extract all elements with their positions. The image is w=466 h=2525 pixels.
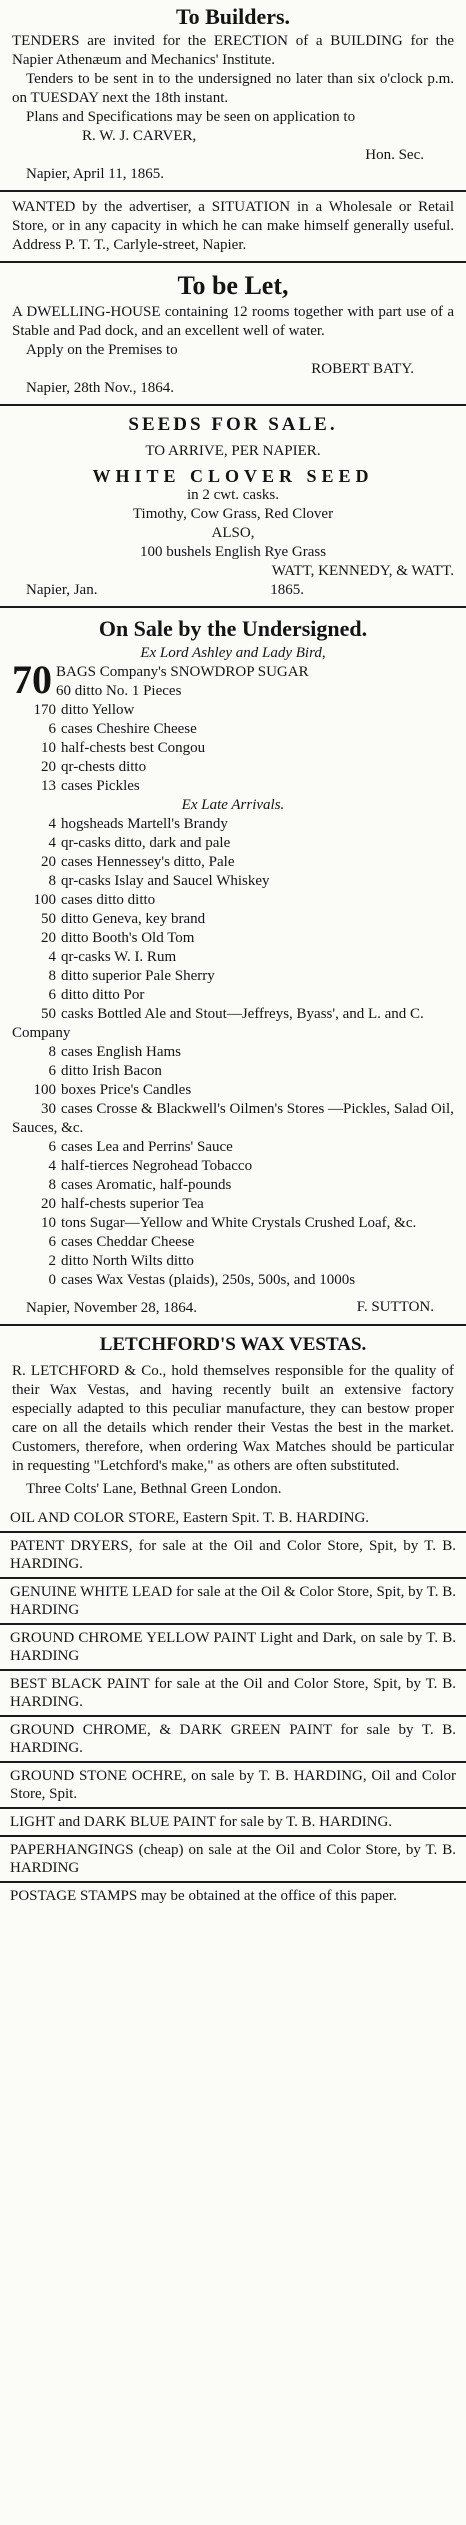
harding-ad bbox=[0, 1531, 466, 1577]
sale-item-qty: 6 bbox=[48, 1139, 56, 1155]
sale-item-qty: 100 bbox=[33, 892, 56, 908]
sale-item bbox=[12, 1252, 454, 1271]
sale-item bbox=[12, 777, 454, 796]
sale-item bbox=[12, 872, 454, 891]
sale-item-text: cases Crosse & Blackwell's Oilmen's Stores —Pickles, Salad Oil, Sauces, &c. bbox=[12, 1101, 454, 1136]
sale-item-qty: 0 bbox=[48, 1272, 56, 1288]
ad-paragraph: Apply on the Premises to bbox=[26, 342, 178, 358]
sale-item bbox=[12, 1062, 454, 1081]
sale-item-qty: 4 bbox=[48, 1158, 56, 1174]
ad-signer: ROBERT BATY. bbox=[311, 361, 414, 377]
sale-item-text: qr-casks Islay and Saucel Whiskey bbox=[61, 873, 270, 889]
sale-item-qty: 20 bbox=[41, 759, 56, 775]
ad-letchford bbox=[0, 1324, 466, 1505]
sale-item bbox=[12, 1271, 454, 1290]
ad-headline: WHITE CLOVER SEED bbox=[92, 466, 374, 486]
ad-line: in 2 cwt. casks. bbox=[186, 487, 280, 503]
sale-item-qty: 50 bbox=[41, 1006, 56, 1022]
ad-paragraph: Tenders to be sent in to the undersigned no later than six o'clock p.m. on TUESDAY next the 18th instant. bbox=[12, 71, 454, 106]
harding-ad-text: GROUND STONE OCHRE, on sale by T. B. HARDING, Oil and Color Store, Spit. bbox=[10, 1768, 456, 1802]
ad-lead-line: BAGS Company's SNOWDROP SUGAR bbox=[56, 664, 309, 680]
harding-ad bbox=[0, 1577, 466, 1623]
ad-lead-line: 60 ditto No. 1 Pieces bbox=[56, 683, 182, 699]
sale-item-qty: 100 bbox=[33, 1082, 56, 1098]
sale-item-qty: 8 bbox=[48, 1044, 56, 1060]
ad-title: LETCHFORD'S WAX VESTAS. bbox=[99, 1334, 367, 1355]
ad-title: To Builders. bbox=[175, 4, 291, 29]
sale-item-qty: 20 bbox=[41, 930, 56, 946]
sale-item-qty: 6 bbox=[48, 721, 56, 737]
ad-wanted bbox=[0, 190, 466, 261]
sale-item-qty: 13 bbox=[41, 778, 56, 794]
sale-item bbox=[12, 1005, 454, 1043]
harding-ad-text: OIL AND COLOR STORE, Eastern Spit. T. B. HARDING. bbox=[10, 1510, 370, 1526]
ad-ship-line: Ex Late Arrivals. bbox=[181, 797, 285, 813]
harding-ad-text: GROUND CHROME, & DARK GREEN PAINT for sale by T. B. HARDING. bbox=[10, 1722, 456, 1756]
sale-item-qty: 20 bbox=[41, 1196, 56, 1212]
harding-ad bbox=[0, 1881, 466, 1909]
sale-item bbox=[12, 929, 454, 948]
sale-item-qty: 10 bbox=[41, 740, 56, 756]
sale-item bbox=[12, 1176, 454, 1195]
sale-item bbox=[12, 891, 454, 910]
sale-item-qty: 6 bbox=[48, 1234, 56, 1250]
sale-item bbox=[12, 948, 454, 967]
ad-dateline: Napier, 28th Nov., 1864. bbox=[26, 380, 174, 396]
ad-title: To be Let, bbox=[177, 271, 289, 300]
sale-item-qty: 20 bbox=[41, 854, 56, 870]
sale-item bbox=[12, 1043, 454, 1062]
harding-ad-text: PATENT DRYERS, for sale at the Oil and Color Store, Spit, by T. B. HARDING. bbox=[10, 1538, 456, 1572]
sale-item-text: qr-casks ditto, dark and pale bbox=[61, 835, 231, 851]
harding-ad-text: GENUINE WHITE LEAD for sale at the Oil & Color Store, Spit, by T. B. HARDING bbox=[10, 1584, 456, 1618]
sale-item-qty: 50 bbox=[41, 911, 56, 927]
sale-item-qty: 8 bbox=[48, 968, 56, 984]
sale-item-text: cases Aromatic, half-pounds bbox=[61, 1177, 232, 1193]
ad-body: R. LETCHFORD & Co., hold themselves responsible for the quality of their Wax Vestas, and having recently built an extensive factory especially adapted to this peculiar manufacture, they can bestow proper care on all the details which render their Vestas the best in the market. Customers, therefore, when ordering Wax Matches should be particular in requesting "Letchford's make," as others are often substituted. bbox=[12, 1363, 454, 1474]
harding-ad bbox=[0, 1807, 466, 1835]
sale-item-text: half-tierces Negrohead Tobacco bbox=[61, 1158, 253, 1174]
sale-item bbox=[12, 967, 454, 986]
ad-title: SEEDS FOR SALE. bbox=[128, 414, 338, 435]
ad-dateline: Napier, April 11, 1865. bbox=[26, 166, 164, 182]
sale-item-qty: 2 bbox=[48, 1253, 56, 1269]
sale-item bbox=[12, 1138, 454, 1157]
ad-lead-item bbox=[12, 657, 454, 702]
harding-ad-text: LIGHT and DARK BLUE PAINT for sale by T. B. HARDING. bbox=[10, 1814, 393, 1830]
sale-list-a bbox=[12, 701, 454, 796]
sale-item-text: ditto superior Pale Sherry bbox=[61, 968, 215, 984]
sale-item-qty: 10 bbox=[41, 1215, 56, 1231]
sale-item bbox=[12, 1233, 454, 1252]
sale-list-b bbox=[12, 815, 454, 1290]
sale-item-text: hogsheads Martell's Brandy bbox=[61, 816, 228, 832]
ad-lead: A DWELLING-HOUSE containing 12 rooms together with part use of a Stable and Pad dock, and an excellent well of water. bbox=[12, 304, 454, 339]
ad-to-be-let bbox=[0, 261, 466, 404]
sale-item-text: cases Cheshire Cheese bbox=[61, 721, 197, 737]
ad-line: Timothy, Cow Grass, Red Clover bbox=[132, 506, 334, 522]
sale-item-text: boxes Price's Candles bbox=[61, 1082, 192, 1098]
harding-ad bbox=[0, 1761, 466, 1807]
sale-item bbox=[12, 1100, 454, 1138]
sale-item bbox=[12, 701, 454, 720]
sale-item bbox=[12, 1195, 454, 1214]
sale-item-text: cases Hennessey's ditto, Pale bbox=[61, 854, 235, 870]
ad-line: ALSO, bbox=[211, 525, 255, 541]
sale-item-text: qr-casks W. I. Rum bbox=[61, 949, 177, 965]
sale-item-text: cases Wax Vestas (plaids), 250s, 500s, and 1000s bbox=[61, 1272, 356, 1288]
sale-item-text: cases Cheddar Cheese bbox=[61, 1234, 195, 1250]
sale-item-qty: 6 bbox=[48, 1063, 56, 1079]
ad-dateline: Napier, November 28, 1864. bbox=[26, 1300, 198, 1316]
ad-signer: F. SUTTON. bbox=[356, 1299, 434, 1315]
sale-item-text: qr-chests ditto bbox=[61, 759, 147, 775]
sale-item bbox=[12, 1214, 454, 1233]
ad-dateline bbox=[12, 581, 454, 600]
sale-item bbox=[12, 986, 454, 1005]
sale-item-text: cases ditto ditto bbox=[61, 892, 156, 908]
sale-item-text: cases English Hams bbox=[61, 1044, 181, 1060]
harding-ad bbox=[0, 1623, 466, 1669]
sale-item bbox=[12, 815, 454, 834]
sale-item-text: ditto ditto Por bbox=[61, 987, 145, 1003]
sale-item bbox=[12, 853, 454, 872]
sale-item-text: ditto North Wilts ditto bbox=[61, 1253, 194, 1269]
sale-item-qty: 6 bbox=[48, 987, 56, 1003]
ad-signer: R. W. J. CARVER, bbox=[82, 128, 197, 144]
ad-seeds bbox=[0, 404, 466, 606]
sale-item bbox=[12, 834, 454, 853]
sale-item-qty: 170 bbox=[33, 702, 56, 718]
sale-item-text: half-chests best Congou bbox=[61, 740, 206, 756]
sale-item bbox=[12, 758, 454, 777]
ad-to-builders bbox=[0, 0, 466, 190]
sale-item-text: casks Bottled Ale and Stout—Jeffreys, Byass', and L. and C. Company bbox=[12, 1006, 424, 1041]
sale-item-text: ditto Irish Bacon bbox=[61, 1063, 162, 1079]
sale-item-text: cases Lea and Perrins' Sauce bbox=[61, 1139, 233, 1155]
sale-item bbox=[12, 739, 454, 758]
harding-ad bbox=[0, 1715, 466, 1761]
ad-address: Three Colts' Lane, Bethnal Green London. bbox=[26, 1481, 282, 1497]
sale-item-text: cases Pickles bbox=[61, 778, 140, 794]
ad-title: On Sale by the Undersigned. bbox=[98, 616, 368, 641]
sale-item-text: half-chests superior Tea bbox=[61, 1196, 204, 1212]
harding-ad bbox=[0, 1505, 466, 1531]
harding-ad-text: PAPERHANGINGS (cheap) on sale at the Oil and Color Store, by T. B. HARDING bbox=[10, 1842, 456, 1876]
ad-signer-title: Hon. Sec. bbox=[365, 147, 424, 163]
sale-item bbox=[12, 1081, 454, 1100]
ad-dateline-year: 1865. bbox=[270, 582, 304, 598]
sale-item-qty: 8 bbox=[48, 873, 56, 889]
sale-item bbox=[12, 1157, 454, 1176]
sale-item-text: tons Sugar—Yellow and White Crystals Crushed Loaf, &c. bbox=[61, 1215, 417, 1231]
sale-item-qty: 4 bbox=[48, 949, 56, 965]
sale-item-text: ditto Geneva, key brand bbox=[61, 911, 206, 927]
sale-item-qty: 8 bbox=[48, 1177, 56, 1193]
ad-signer: WATT, KENNEDY, & WATT. bbox=[271, 563, 454, 579]
harding-ad-text: POSTAGE STAMPS may be obtained at the office of this paper. bbox=[10, 1888, 397, 1904]
sale-item bbox=[12, 720, 454, 739]
ad-paragraph: Plans and Specifications may be seen on application to bbox=[26, 109, 356, 125]
sale-item-qty: 4 bbox=[48, 835, 56, 851]
harding-ad-text: GROUND CHROME YELLOW PAINT Light and Dark, on sale by T. B. HARDING bbox=[10, 1630, 456, 1664]
ad-dateline-place: Napier, Jan. bbox=[26, 582, 98, 598]
harding-ad bbox=[0, 1669, 466, 1715]
harding-ad bbox=[0, 1835, 466, 1881]
sale-item-text: ditto Yellow bbox=[61, 702, 135, 718]
sale-item bbox=[12, 910, 454, 929]
sale-item-qty: 30 bbox=[41, 1101, 56, 1117]
sale-item-qty: 4 bbox=[48, 816, 56, 832]
harding-ad-text: BEST BLACK PAINT for sale at the Oil and Color Store, Spit, by T. B. HARDING. bbox=[10, 1676, 456, 1710]
ad-on-sale bbox=[0, 606, 466, 1324]
ad-ship-line: Ex Lord Ashley and Lady Bird, bbox=[140, 645, 326, 661]
ad-lead-qty: 70 bbox=[12, 657, 52, 702]
ad-body: WANTED by the advertiser, a SITUATION in a Wholesale or Retail Store, or in any capacity in which he can make himself generally useful. Address P. T. T., Carlyle-street, Napier. bbox=[12, 199, 454, 253]
ad-line: 100 bushels English Rye Grass bbox=[139, 544, 327, 560]
ad-subtitle: TO ARRIVE, PER NAPIER. bbox=[145, 443, 321, 459]
ad-lead: TENDERS are invited for the ERECTION of a BUILDING for the Napier Athenæum and Mechanics' Institute. bbox=[12, 33, 454, 68]
sale-item-text: ditto Booth's Old Tom bbox=[61, 930, 195, 946]
harding-ads bbox=[0, 1505, 466, 1909]
